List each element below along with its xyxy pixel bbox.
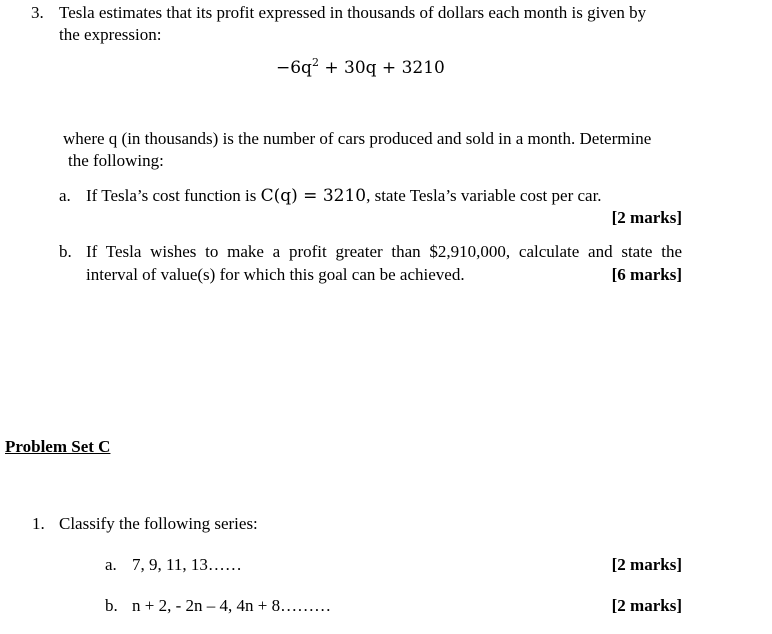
expression-exponent: 2 xyxy=(311,56,319,69)
part-a-marks: [2 marks] xyxy=(611,208,682,227)
expression-suffix: + 30q + 3210 xyxy=(318,58,445,78)
series-b-marks: [2 marks] xyxy=(611,596,682,615)
part-a-label: a. xyxy=(59,186,71,205)
question-3-intro-line-2: the expression: xyxy=(59,25,162,44)
part-b-label: b. xyxy=(59,242,72,261)
cost-function-math: C(q) = 3210 xyxy=(260,186,367,206)
question-3-intro-line-1: Tesla estimates that its profit expressed in thousands of dollars each month is given by xyxy=(59,3,647,22)
part-b-line-2: interval of value(s) for which this goal can be achieved. xyxy=(86,265,465,284)
series-b-text: n + 2, - 2n – 4, 4n + 8……… xyxy=(132,596,332,615)
series-a-label: a. xyxy=(105,555,117,574)
profit-expression xyxy=(276,56,445,79)
part-b-marks: [6 marks] xyxy=(611,265,682,284)
problem-1-number: 1. xyxy=(32,514,45,533)
part-b-line-1: If Tesla wishes to make a profit greater than $2,910,000, calculate and state the xyxy=(86,242,682,261)
where-line-2: the following: xyxy=(68,151,164,170)
question-3-number: 3. xyxy=(31,3,44,22)
where-line-1: where q (in thousands) is the number of cars produced and sold in a month. Determine xyxy=(63,129,652,148)
problem-set-heading: Problem Set C xyxy=(5,437,111,456)
expression-prefix: −6q xyxy=(276,58,312,78)
part-a-text-after: , state Tesla’s variable cost per car. xyxy=(366,186,602,205)
part-a-text xyxy=(86,186,602,207)
series-b-label: b. xyxy=(105,596,118,615)
part-a-text-before: If Tesla’s cost function is xyxy=(86,186,261,205)
problem-1-text: Classify the following series: xyxy=(59,514,258,533)
series-a-marks: [2 marks] xyxy=(611,555,682,574)
series-a-text: 7, 9, 11, 13…… xyxy=(132,555,242,574)
